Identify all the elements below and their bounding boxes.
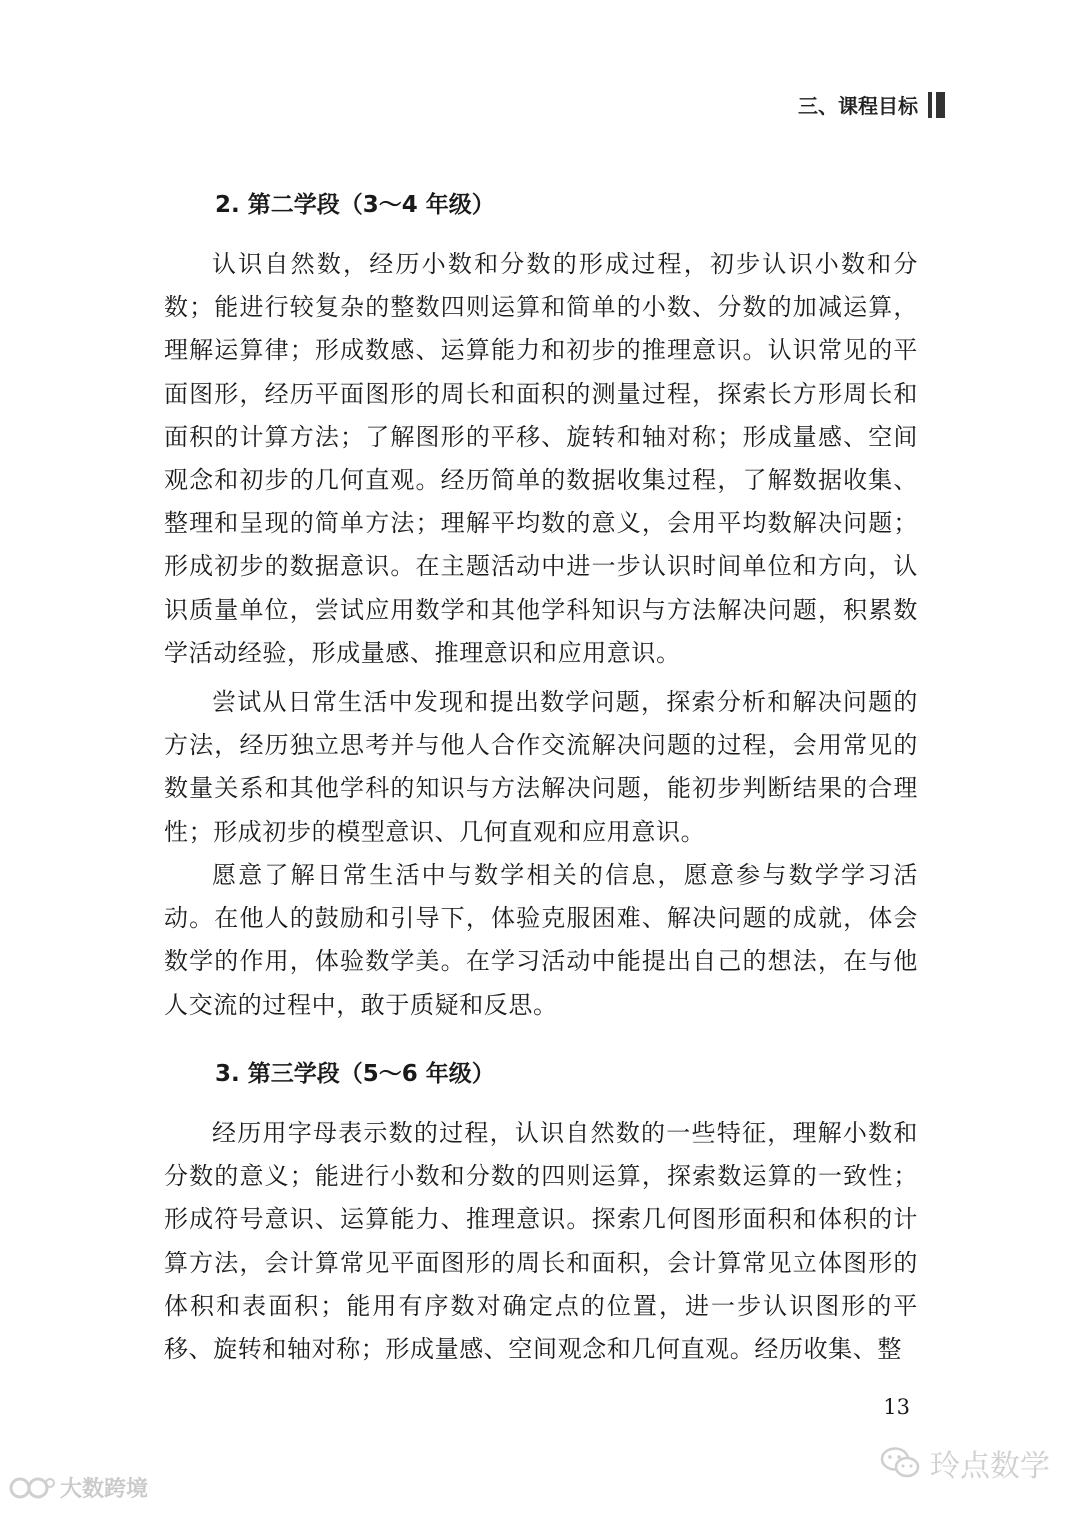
section-title-stage-2: 2. 第二学段（3～4 年级） xyxy=(215,192,495,218)
running-head-text: 三、课程目标 xyxy=(798,94,918,118)
chapter-marker-icon xyxy=(928,92,945,118)
running-head xyxy=(798,90,945,119)
paragraph: 认识自然数，经历小数和分数的形成过程，初步认识小数和分数；能进行较复杂的整数四则运算和简单的小数、分数的加减运算，理解运算律；形成数感、运算能力和初步的推理意识。认识常见的平面图形，经历平面图形的周长和面积的测量过程，探索长方形周长和面积的计算方法；了解图形的平移、旋转和轴对称；形成量感、空间观念和初步的几何直观。经历简单的数据收集过程，了解数据收集、整理和呈现的简单方法；理解平均数的意义，会用平均数解决问题；形成初步的数据意识。在主题活动中进一步认识时间单位和方向，认识质量单位，尝试应用数学和其他学科知识与方法解决问题，积累数学活动经验，形成量感、推理意识和应用意识。 xyxy=(164,250,918,667)
paragraph: 经历用字母表示数的过程，认识自然数的一些特征，理解小数和分数的意义；能进行小数和分数的四则运算，探索数运算的一致性；形成符号意识、运算能力、推理意识。探索几何图形面积和体积的计算方法，会计算常见平面图形的周长和面积，会计算常见立体图形的体积和表面积；能用有序数对确定点的位置，进一步认识图形的平移、旋转和轴对称；形成量感、空间观念和几何直观。经历收集、整 xyxy=(164,1119,918,1364)
watermark-left-text: 大数跨境 xyxy=(60,1477,149,1502)
watermark-right xyxy=(880,1441,1050,1485)
wechat-icon xyxy=(880,1446,920,1480)
section-title-stage-3: 3. 第三学段（5～6 年级） xyxy=(215,1061,495,1087)
page-number: 13 xyxy=(883,1395,910,1419)
paragraph: 愿意了解日常生活中与数学相关的信息，愿意参与数学学习活动。在他人的鼓励和引导下，体验克服困难、解决问题的成就，体会数学的作用，体验数学美。在学习活动中能提出自己的想法，在与他人交流的过程中，敢于质疑和反思。 xyxy=(164,861,918,1019)
watermark-left xyxy=(8,1472,148,1503)
watermark-right-text: 玲点数学 xyxy=(930,1449,1050,1484)
paragraph: 尝试从日常生活中发现和提出数学问题，探索分析和解决问题的方法，经历独立思考并与他人合作交流解决问题的过程，会用常见的数量关系和其他学科的知识与方法解决问题，能初步判断结果的合理性；形成初步的模型意识、几何直观和应用意识。 xyxy=(164,688,918,846)
watermark-logo-icon xyxy=(8,1475,56,1501)
